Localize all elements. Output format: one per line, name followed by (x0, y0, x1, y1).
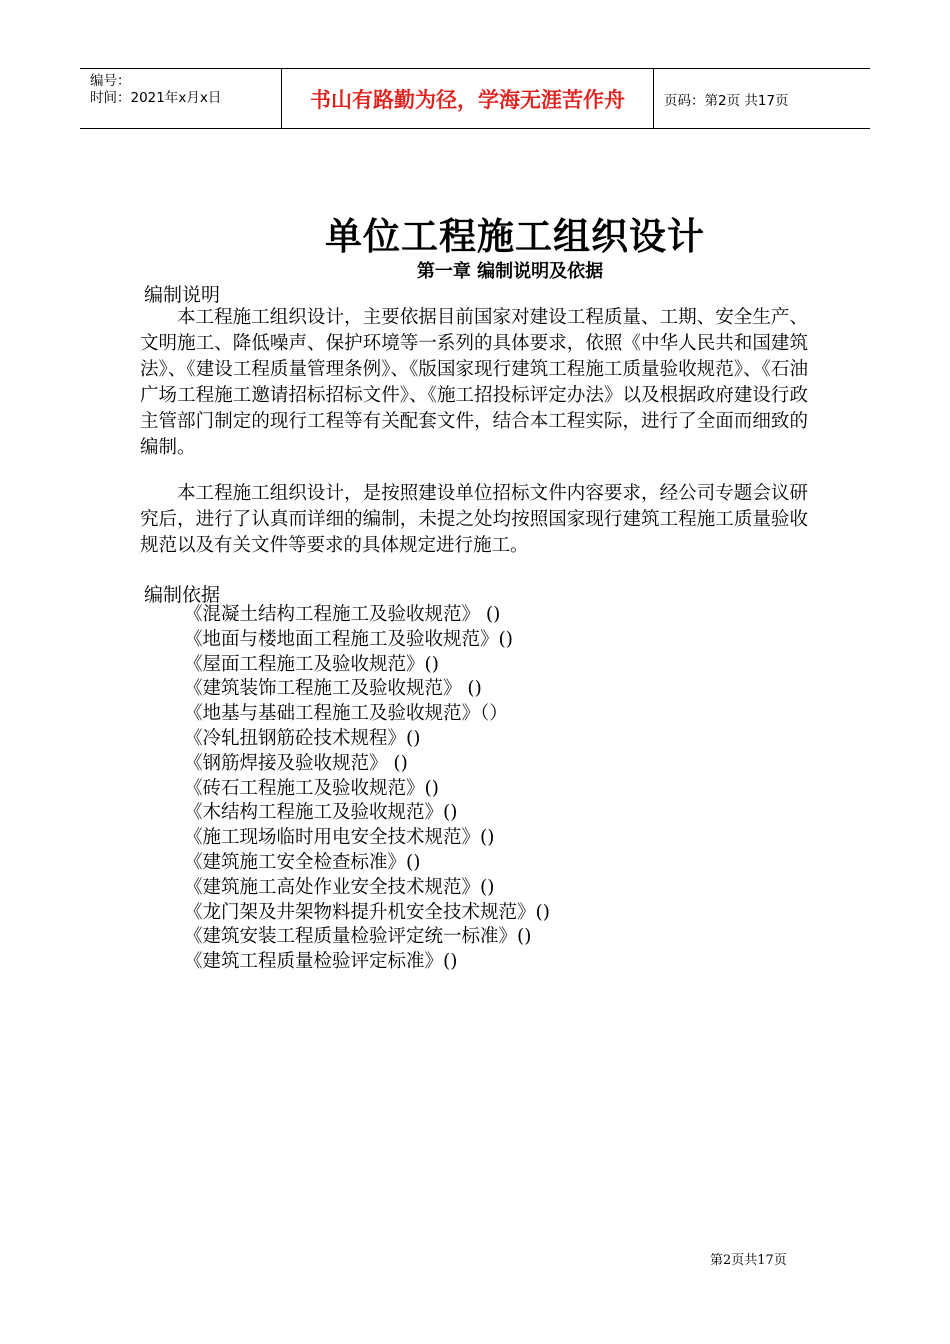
document-title: 单位工程施工组织设计 (325, 215, 705, 258)
page-footer: 第2页共17页 (710, 1253, 787, 1268)
list-item: 《混凝土结构工程施工及验收规范》 () (184, 604, 501, 625)
chapter-heading: 第一章 编制说明及依据 (416, 261, 604, 282)
list-item: 《建筑施工高处作业安全技术规范》() (184, 876, 495, 898)
list-item: 《地面与楼地面工程施工及验收规范》() (184, 628, 513, 650)
number-label: 编号： (90, 73, 131, 89)
section-heading-basis: 编制依据 (144, 584, 221, 606)
list-item: 《建筑安装工程质量检验评定统一标准》() (184, 926, 532, 948)
list-item: 《龙门架及井架物料提升机安全技术规范》() (184, 901, 550, 923)
list-item: 《屋面工程施工及验收规范》() (184, 653, 439, 675)
list-item: 《建筑工程质量检验评定标准》() (184, 951, 458, 973)
list-item: 《冷轧扭钢筋砼技术规程》() (184, 727, 421, 749)
list-item: 《砖石工程施工及验收规范》() (184, 777, 439, 799)
header-motto: 书山有路勤为径，学海无涯苦作舟 (282, 69, 654, 128)
list-item: 《施工现场临时用电安全技术规范》() (184, 827, 495, 849)
header-meta (80, 69, 282, 128)
list-item: 《地基与基础工程施工及验收规范》（） (184, 703, 508, 725)
header-page-info: 页码：第2页 共17页 (664, 92, 789, 109)
reference-list (184, 603, 550, 975)
time-label: 时间：2021年x月x日 (90, 90, 222, 106)
paragraph-2: 本工程施工组织设计，是按照建设单位招标文件内容要求，经公司专题会议研究后，进行了认真而详细的编制，未提之处均按照国家现行建筑工程施工质量验收规范以及有关文件等要求的具体规定进行施工。 (140, 483, 808, 556)
list-item: 《建筑装饰工程施工及验收规范》 () (184, 678, 482, 700)
list-item: 《木结构工程施工及验收规范》() (184, 802, 458, 824)
page-header (80, 68, 870, 129)
paragraph-1: 本工程施工组织设计，主要依据目前国家对建设工程质量、工期、安全生产、文明施工、降低噪声、保护环境等一系列的具体要求，依照《中华人民共和国建筑法》、《建设工程质量管理条例》、《版国家现行建筑工程施工质量验收规范》、《石油广场工程施工邀请招标招标文件》、《施工招投标评定办法》以及根据政府建设行政主管部门制定的现行工程等有关配套文件，结合本工程实际，进行了全面而细致的编制。 (140, 307, 808, 458)
section-heading-explanation: 编制说明 (144, 284, 221, 306)
list-item: 《建筑施工安全检查标准》() (184, 851, 421, 873)
list-item: 《钢筋焊接及验收规范》 () (184, 752, 408, 774)
